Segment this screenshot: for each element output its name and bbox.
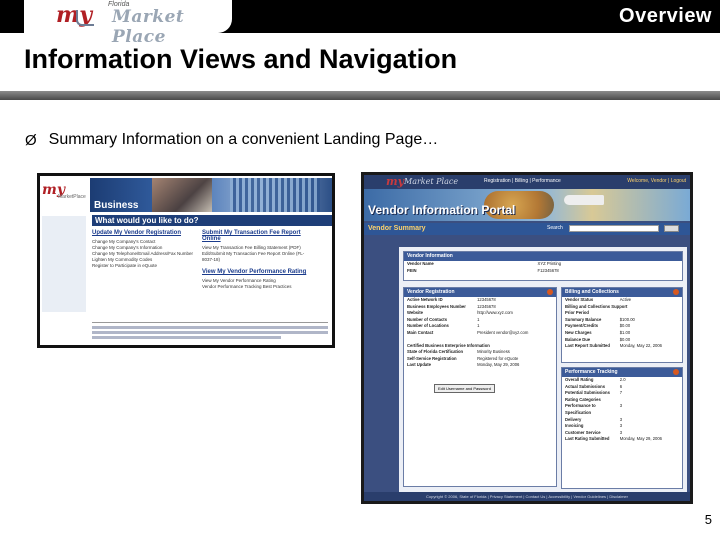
kv-value: 7	[619, 390, 623, 396]
landing-question: What would you like to do?	[92, 215, 332, 226]
landing-link[interactable]: Change My Company's Contact	[92, 239, 156, 244]
kv-key: Invoicing	[565, 423, 584, 429]
panel-vendor-information	[403, 251, 683, 281]
portal-title: Vendor Information Portal	[368, 203, 516, 217]
kv-key: Summary Balance	[565, 316, 602, 322]
kv-value: President vendor@xyz.com	[477, 329, 529, 335]
kv-key: FEIN	[407, 267, 417, 273]
kv-key: Overall Rating	[565, 377, 594, 382]
vendor-portal-screenshot	[361, 172, 693, 504]
kv-row	[562, 397, 682, 404]
florida-outline-icon	[76, 10, 94, 26]
kv-value: 3	[619, 416, 623, 422]
kv-key: Vendor Status	[565, 297, 594, 302]
portal-logo: my	[386, 175, 405, 188]
kv-key: Actual Submissions	[565, 383, 606, 389]
kv-key: Main Contact	[407, 329, 434, 335]
kv-value: Monday, May 29, 2006	[477, 362, 520, 368]
kv-value: $100.00	[619, 316, 635, 322]
kv-row	[562, 436, 682, 443]
kv-value[interactable]: http://www.xyz.com	[477, 310, 513, 316]
landing-link[interactable]: Change My Telephone/Email Address/Fax Number	[92, 251, 193, 256]
kv-value: 12345678	[477, 297, 496, 302]
kv-row	[562, 417, 682, 424]
kv-value: 1	[477, 316, 480, 322]
landing-link[interactable]: Lighten My Commodity Codes	[92, 257, 153, 262]
kv-row	[562, 403, 682, 416]
kv-value: 6	[619, 383, 623, 389]
kv-row	[404, 362, 556, 369]
landing-link-performance-rating[interactable]: View My Vendor Performance Rating	[202, 269, 307, 275]
landing-link[interactable]: View My Vendor Performance Rating	[202, 278, 276, 283]
portal-nav[interactable]: Registration | Billing | Performance	[484, 178, 561, 184]
kv-row	[404, 330, 556, 337]
kv-key: Customer Service	[565, 429, 601, 435]
kv-row	[404, 317, 556, 324]
arrow-bullet-icon: Ø	[25, 131, 37, 149]
panel-billing-collections	[561, 287, 683, 363]
landing-link[interactable]: View My Transaction Fee Billing Statement (PDF)	[202, 245, 301, 250]
banner-shuttle-image	[564, 195, 604, 205]
kv-key: Self-Service Registration	[407, 355, 457, 361]
kv-value: $1.00	[619, 329, 631, 335]
logo-marketplace-text: Market Place	[112, 7, 185, 47]
help-icon[interactable]	[673, 369, 679, 375]
portal-body	[399, 247, 687, 495]
kv-row	[562, 323, 682, 330]
portal-search-select[interactable]	[569, 225, 659, 232]
kv-row	[562, 310, 682, 317]
landing-link-update-registration[interactable]: Update My Vendor Registration	[92, 230, 182, 236]
kv-value: 1	[477, 323, 480, 329]
kv-key: Balance Due	[565, 336, 591, 342]
kv-key: Certified Business Enterprise Information	[407, 342, 490, 348]
kv-key: Billing and Collections Support	[565, 303, 628, 309]
landing-page-screenshot	[37, 173, 335, 348]
kv-value: 3	[619, 423, 623, 429]
kv-row	[562, 430, 682, 437]
landing-banner-text: Business	[94, 200, 139, 211]
panel-header	[404, 288, 556, 297]
kv-row	[562, 377, 682, 384]
kv-row	[562, 390, 682, 397]
kv-key: Potential Submissions	[565, 390, 610, 396]
kv-row	[562, 317, 682, 324]
kv-key: State of Florida Certification	[407, 349, 464, 355]
portal-go-button[interactable]	[664, 225, 679, 232]
panel-header	[562, 368, 682, 377]
kv-row	[562, 297, 682, 304]
kv-key: Prior Period	[565, 310, 589, 316]
myfloridamarketplace-logo[interactable]	[24, 0, 232, 47]
header-bar	[0, 0, 720, 47]
kv-row	[562, 330, 682, 337]
kv-key: Rating Categories	[565, 396, 601, 402]
kv-key: Last Rating Submitted	[565, 436, 610, 442]
kv-row	[562, 304, 682, 311]
kv-row	[562, 337, 682, 344]
kv-value: $0.00	[619, 336, 631, 342]
panel-header-text: Billing and Collections	[565, 289, 619, 295]
kv-key: New Charges	[565, 329, 592, 335]
kv-key: Business Employees Number	[407, 303, 466, 309]
title-divider	[0, 91, 720, 100]
kv-value: $0.00	[619, 323, 631, 329]
bullet-point	[25, 131, 438, 149]
bullet-text: Summary Information on a convenient Landing Page…	[48, 131, 439, 148]
kv-row	[562, 423, 682, 430]
banner-people-image	[152, 178, 212, 212]
kv-value: F12345678	[537, 267, 559, 273]
kv-key: Vendor Name	[407, 261, 434, 266]
panel-header: Vendor Information	[404, 252, 682, 261]
panel-header	[562, 288, 682, 297]
kv-key: Active Network ID	[407, 297, 443, 302]
landing-link[interactable]: Edit/Submit My Transaction Fee Report Online (FL-8037-18)	[202, 251, 305, 262]
portal-logo-sub: Market Place	[404, 177, 459, 186]
landing-left-nav	[42, 216, 86, 312]
portal-welcome[interactable]: Welcome, Vendor | Logout	[627, 178, 686, 184]
kv-row	[562, 343, 682, 350]
kv-row	[562, 384, 682, 391]
kv-key: Delivery	[565, 416, 582, 422]
panel-header-text: Vendor Registration	[407, 289, 455, 295]
portal-footer[interactable]: Copyright © 2006, State of Florida | Privacy Statement | Contact Us | Accessibility | Vendor Guidelines | Disclaimer	[364, 492, 690, 501]
kv-row	[404, 268, 682, 275]
panel-header-text: Performance Tracking	[565, 369, 618, 375]
panel-vendor-registration	[403, 287, 557, 487]
landing-footer	[92, 322, 328, 340]
panel-performance-tracking	[561, 367, 683, 489]
kv-row	[404, 349, 556, 356]
kv-key: Website	[407, 310, 423, 316]
page-title: Information Views and Navigation	[24, 44, 458, 74]
help-icon[interactable]	[673, 289, 679, 295]
kv-value: 12345678	[477, 303, 496, 309]
help-icon[interactable]	[547, 289, 553, 295]
kv-row	[404, 297, 556, 304]
kv-value: Minority Business	[477, 349, 510, 355]
kv-row	[404, 356, 556, 363]
kv-value: 2.0	[619, 377, 626, 382]
kv-key: Last Report Submitted	[565, 343, 610, 349]
landing-logo-sub: MarketPlace	[58, 194, 86, 200]
kv-row	[404, 310, 556, 317]
kv-value	[620, 310, 679, 317]
kv-key: Number of Locations	[407, 323, 449, 329]
kv-value: 3	[619, 403, 623, 409]
page-number: 5	[704, 512, 712, 527]
logo-my-text: my	[56, 2, 93, 28]
kv-value: XYZ Printing	[537, 261, 562, 266]
portal-search-label: Search	[547, 225, 563, 231]
landing-link[interactable]: Change My Company's Information	[92, 245, 163, 250]
kv-value: Active	[619, 297, 632, 302]
kv-row	[404, 261, 682, 268]
kv-value: Registered for eQuote	[477, 355, 519, 361]
edit-credentials-button[interactable]: Edit Username and Password	[434, 384, 495, 393]
kv-value: Monday, May 22, 2006	[619, 343, 663, 349]
landing-column-transaction	[202, 230, 312, 290]
landing-link[interactable]: Register to Participate in eQuote	[92, 263, 158, 268]
kv-value: Monday, May 29, 2006	[619, 436, 663, 442]
kv-row	[404, 323, 556, 330]
kv-key: Payment/Credits	[565, 323, 599, 329]
kv-row	[404, 304, 556, 311]
kv-row	[404, 343, 556, 350]
portal-summary-label: Vendor Summary	[368, 225, 426, 232]
landing-column-registration	[92, 230, 202, 269]
kv-key: Number of Contacts	[407, 316, 448, 322]
kv-key: Performance to Specification	[565, 403, 596, 415]
kv-key: Last Update	[407, 362, 431, 368]
kv-value: 3	[619, 429, 623, 435]
logo-state-text: Florida	[108, 1, 130, 8]
section-label: Overview	[619, 5, 712, 27]
banner-building-image	[230, 178, 320, 212]
landing-link-submit-report[interactable]: Submit My Transaction Fee Report Online	[202, 230, 301, 242]
landing-link[interactable]: Vendor Performance Tracking Best Practices	[202, 284, 292, 289]
landing-logo: my	[42, 182, 65, 198]
